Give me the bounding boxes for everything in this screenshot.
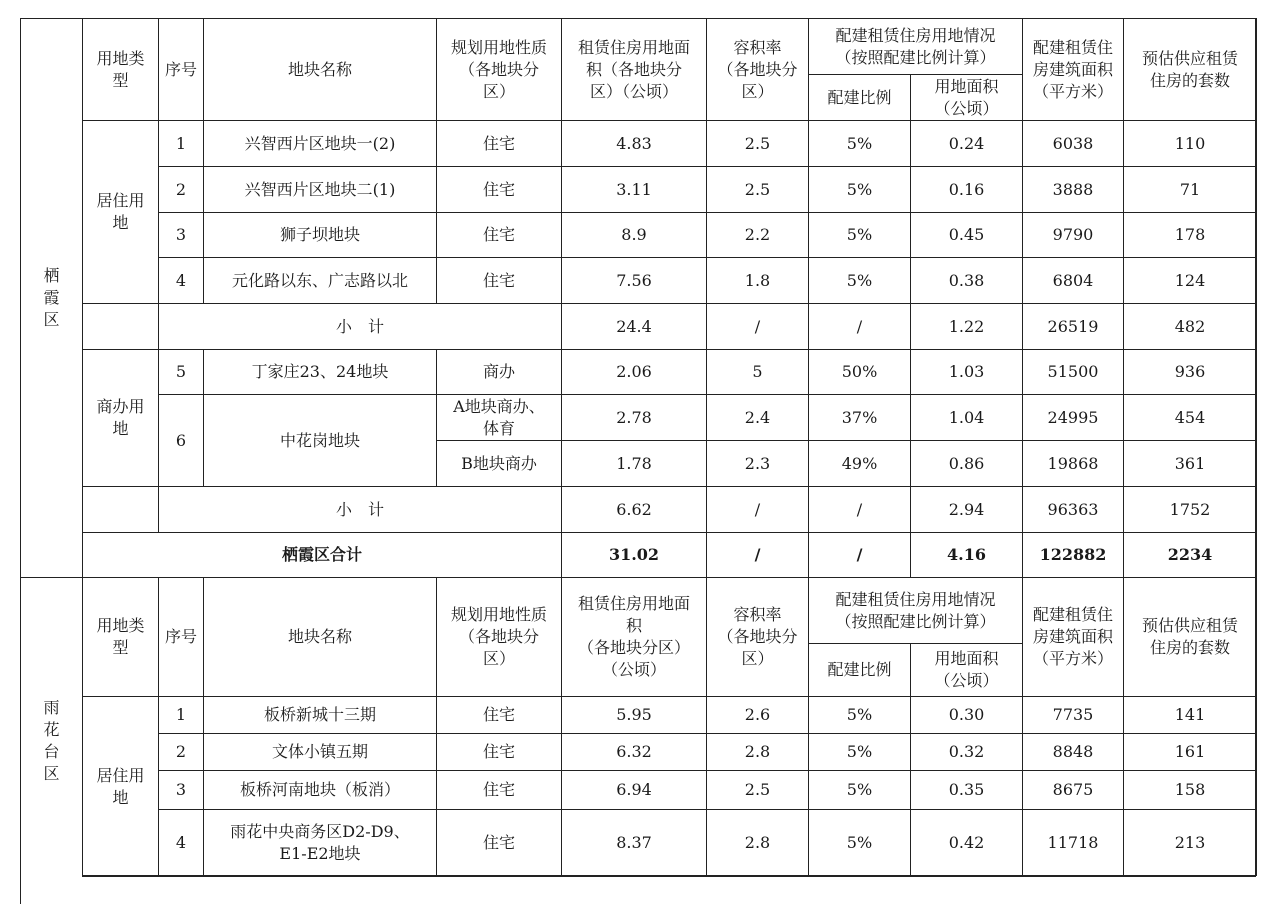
row-seq: 3 bbox=[158, 770, 203, 809]
row-part-area: 1.78 bbox=[561, 440, 706, 486]
row-land-nature: 住宅 bbox=[436, 166, 561, 212]
land-type-commercial-qixia: 商办用 地 bbox=[82, 349, 158, 486]
row-alloc: 1.03 bbox=[910, 349, 1022, 394]
district-cell-yuhuatai: 雨 花 台 区 bbox=[20, 577, 82, 904]
row-area: 6.32 bbox=[561, 733, 706, 770]
subtotal-ratio: / bbox=[808, 486, 910, 532]
row-seq: 4 bbox=[158, 257, 203, 303]
row-units: 178 bbox=[1123, 212, 1256, 257]
row-plot-name: 板桥河南地块（板消） bbox=[203, 770, 436, 809]
row-far: 2.8 bbox=[706, 733, 808, 770]
row-land-nature: 住宅 bbox=[436, 212, 561, 257]
row-seq: 4 bbox=[158, 809, 203, 876]
row-units: 213 bbox=[1123, 809, 1256, 876]
row-units: 158 bbox=[1123, 770, 1256, 809]
row-units: 71 bbox=[1123, 166, 1256, 212]
subtotal-units: 1752 bbox=[1123, 486, 1256, 532]
row-part-units: 454 bbox=[1123, 394, 1256, 440]
header-allocation-ratio: 配建比例 bbox=[808, 643, 910, 696]
district-total-label: 栖霞区合计 bbox=[82, 532, 561, 577]
row-area: 2.06 bbox=[561, 349, 706, 394]
row-far: 2.2 bbox=[706, 212, 808, 257]
row-plot-name: 文体小镇五期 bbox=[203, 733, 436, 770]
subtotal-floor: 96363 bbox=[1022, 486, 1123, 532]
subtotal-area: 6.62 bbox=[561, 486, 706, 532]
row-part-far: 2.3 bbox=[706, 440, 808, 486]
subtotal-units: 482 bbox=[1123, 303, 1256, 349]
header-allocation-ratio: 配建比例 bbox=[808, 74, 910, 120]
land-type-residential-yuhuatai: 居住用 地 bbox=[82, 696, 158, 876]
row-alloc: 0.16 bbox=[910, 166, 1022, 212]
header-floor-area: 配建租赁住 房建筑面积 （平方米） bbox=[1022, 577, 1123, 696]
row-part-alloc: 1.04 bbox=[910, 394, 1022, 440]
row-seq: 1 bbox=[158, 696, 203, 733]
row-area: 5.95 bbox=[561, 696, 706, 733]
row-floor: 8675 bbox=[1022, 770, 1123, 809]
subtotal-far: / bbox=[706, 303, 808, 349]
header-far: 容积率 （各地块分 区） bbox=[706, 18, 808, 120]
row-ratio: 5% bbox=[808, 257, 910, 303]
row-alloc: 0.38 bbox=[910, 257, 1022, 303]
row-seq: 5 bbox=[158, 349, 203, 394]
subtotal-blank bbox=[82, 486, 158, 532]
header-floor-area: 配建租赁住 房建筑面积 （平方米） bbox=[1022, 18, 1123, 120]
row-area: 6.94 bbox=[561, 770, 706, 809]
header-units: 预估供应租赁 住房的套数 bbox=[1123, 18, 1256, 120]
row-land-nature: 住宅 bbox=[436, 257, 561, 303]
header-allocation-group: 配建租赁住房用地情况 （按照配建比例计算） bbox=[808, 18, 1022, 74]
row-floor: 6804 bbox=[1022, 257, 1123, 303]
row-plot-name: 中花岗地块 bbox=[203, 394, 436, 486]
row-alloc: 0.30 bbox=[910, 696, 1022, 733]
row-area: 4.83 bbox=[561, 120, 706, 166]
row-land-nature: 商办 bbox=[436, 349, 561, 394]
row-ratio: 5% bbox=[808, 120, 910, 166]
row-seq: 2 bbox=[158, 733, 203, 770]
row-ratio: 5% bbox=[808, 733, 910, 770]
district-total-floor: 122882 bbox=[1022, 532, 1123, 577]
row-alloc: 0.42 bbox=[910, 809, 1022, 876]
header-rental-area: 租赁住房用地面 积（各地块分 区）（公顷） bbox=[561, 18, 706, 120]
row-part-far: 2.4 bbox=[706, 394, 808, 440]
header-allocation-area: 用地面积 （公顷） bbox=[910, 643, 1022, 696]
row-far: 2.5 bbox=[706, 120, 808, 166]
row-plot-name: 板桥新城十三期 bbox=[203, 696, 436, 733]
row-alloc: 0.24 bbox=[910, 120, 1022, 166]
row-seq: 3 bbox=[158, 212, 203, 257]
row-floor: 3888 bbox=[1022, 166, 1123, 212]
header-far: 容积率 （各地块分 区） bbox=[706, 577, 808, 696]
row-far: 1.8 bbox=[706, 257, 808, 303]
district-total-ratio: / bbox=[808, 532, 910, 577]
row-far: 2.5 bbox=[706, 770, 808, 809]
row-far: 5 bbox=[706, 349, 808, 394]
row-floor: 11718 bbox=[1022, 809, 1123, 876]
header-allocation-area: 用地面积 （公顷） bbox=[910, 74, 1022, 120]
header-land-nature: 规划用地性质 （各地块分 区） bbox=[436, 18, 561, 120]
row-ratio: 5% bbox=[808, 770, 910, 809]
row-ratio: 5% bbox=[808, 696, 910, 733]
district-total-area: 31.02 bbox=[561, 532, 706, 577]
header-plot-name: 地块名称 bbox=[203, 577, 436, 696]
row-floor: 9790 bbox=[1022, 212, 1123, 257]
subtotal-blank bbox=[82, 303, 158, 349]
row-alloc: 0.32 bbox=[910, 733, 1022, 770]
district-total-far: / bbox=[706, 532, 808, 577]
row-part-area: 2.78 bbox=[561, 394, 706, 440]
row-floor: 8848 bbox=[1022, 733, 1123, 770]
row-seq: 6 bbox=[158, 394, 203, 486]
row-part-alloc: 0.86 bbox=[910, 440, 1022, 486]
header-allocation-group: 配建租赁住房用地情况 （按照配建比例计算） bbox=[808, 577, 1022, 643]
row-floor: 51500 bbox=[1022, 349, 1123, 394]
header-units: 预估供应租赁 住房的套数 bbox=[1123, 577, 1256, 696]
header-seq: 序号 bbox=[158, 18, 203, 120]
row-units: 124 bbox=[1123, 257, 1256, 303]
row-land-nature: A地块商办、 体育 bbox=[436, 394, 561, 440]
row-land-nature: 住宅 bbox=[436, 696, 561, 733]
row-part-ratio: 49% bbox=[808, 440, 910, 486]
header-land-type: 用地类 型 bbox=[82, 18, 158, 120]
subtotal-floor: 26519 bbox=[1022, 303, 1123, 349]
row-land-nature: 住宅 bbox=[436, 120, 561, 166]
header-land-type: 用地类 型 bbox=[82, 577, 158, 696]
row-area: 7.56 bbox=[561, 257, 706, 303]
row-plot-name: 丁家庄23、24地块 bbox=[203, 349, 436, 394]
row-area: 3.11 bbox=[561, 166, 706, 212]
district-total-alloc: 4.16 bbox=[910, 532, 1022, 577]
subtotal-ratio: / bbox=[808, 303, 910, 349]
row-units: 161 bbox=[1123, 733, 1256, 770]
row-units: 141 bbox=[1123, 696, 1256, 733]
row-far: 2.8 bbox=[706, 809, 808, 876]
header-seq: 序号 bbox=[158, 577, 203, 696]
district-cell-qixia: 栖 霞 区 bbox=[20, 18, 82, 577]
land-type-residential-qixia: 居住用 地 bbox=[82, 120, 158, 303]
row-seq: 2 bbox=[158, 166, 203, 212]
district-total-units: 2234 bbox=[1123, 532, 1256, 577]
subtotal-alloc: 1.22 bbox=[910, 303, 1022, 349]
subtotal-area: 24.4 bbox=[561, 303, 706, 349]
row-plot-name: 狮子坝地块 bbox=[203, 212, 436, 257]
row-far: 2.5 bbox=[706, 166, 808, 212]
row-alloc: 0.45 bbox=[910, 212, 1022, 257]
row-area: 8.37 bbox=[561, 809, 706, 876]
row-ratio: 50% bbox=[808, 349, 910, 394]
row-land-nature: 住宅 bbox=[436, 809, 561, 876]
row-ratio: 5% bbox=[808, 166, 910, 212]
subtotal-label: 小 计 bbox=[158, 303, 561, 349]
row-ratio: 5% bbox=[808, 809, 910, 876]
row-plot-name: 兴智西片区地块一(2) bbox=[203, 120, 436, 166]
row-alloc: 0.35 bbox=[910, 770, 1022, 809]
row-part-ratio: 37% bbox=[808, 394, 910, 440]
row-ratio: 5% bbox=[808, 212, 910, 257]
row-plot-name: 兴智西片区地块二(1) bbox=[203, 166, 436, 212]
row-plot-name: 元化路以东、广志路以北 bbox=[203, 257, 436, 303]
subtotal-alloc: 2.94 bbox=[910, 486, 1022, 532]
table-right-border bbox=[1255, 18, 1257, 876]
table-bottom-border bbox=[82, 875, 1256, 877]
row-area: 8.9 bbox=[561, 212, 706, 257]
row-units: 110 bbox=[1123, 120, 1256, 166]
subtotal-far: / bbox=[706, 486, 808, 532]
header-land-nature: 规划用地性质 （各地块分 区） bbox=[436, 577, 561, 696]
row-part-floor: 19868 bbox=[1022, 440, 1123, 486]
row-plot-name: 雨花中央商务区D2-D9、 E1-E2地块 bbox=[203, 809, 436, 876]
row-floor: 6038 bbox=[1022, 120, 1123, 166]
row-land-nature: 住宅 bbox=[436, 733, 561, 770]
subtotal-label: 小 计 bbox=[158, 486, 561, 532]
row-seq: 1 bbox=[158, 120, 203, 166]
header-plot-name: 地块名称 bbox=[203, 18, 436, 120]
row-floor: 7735 bbox=[1022, 696, 1123, 733]
row-far: 2.6 bbox=[706, 696, 808, 733]
header-rental-area: 租赁住房用地面 积 （各地块分区） （公顷） bbox=[561, 577, 706, 696]
row-units: 936 bbox=[1123, 349, 1256, 394]
row-land-nature: 住宅 bbox=[436, 770, 561, 809]
row-part-units: 361 bbox=[1123, 440, 1256, 486]
row-part-floor: 24995 bbox=[1022, 394, 1123, 440]
row-land-nature: B地块商办 bbox=[436, 440, 561, 486]
